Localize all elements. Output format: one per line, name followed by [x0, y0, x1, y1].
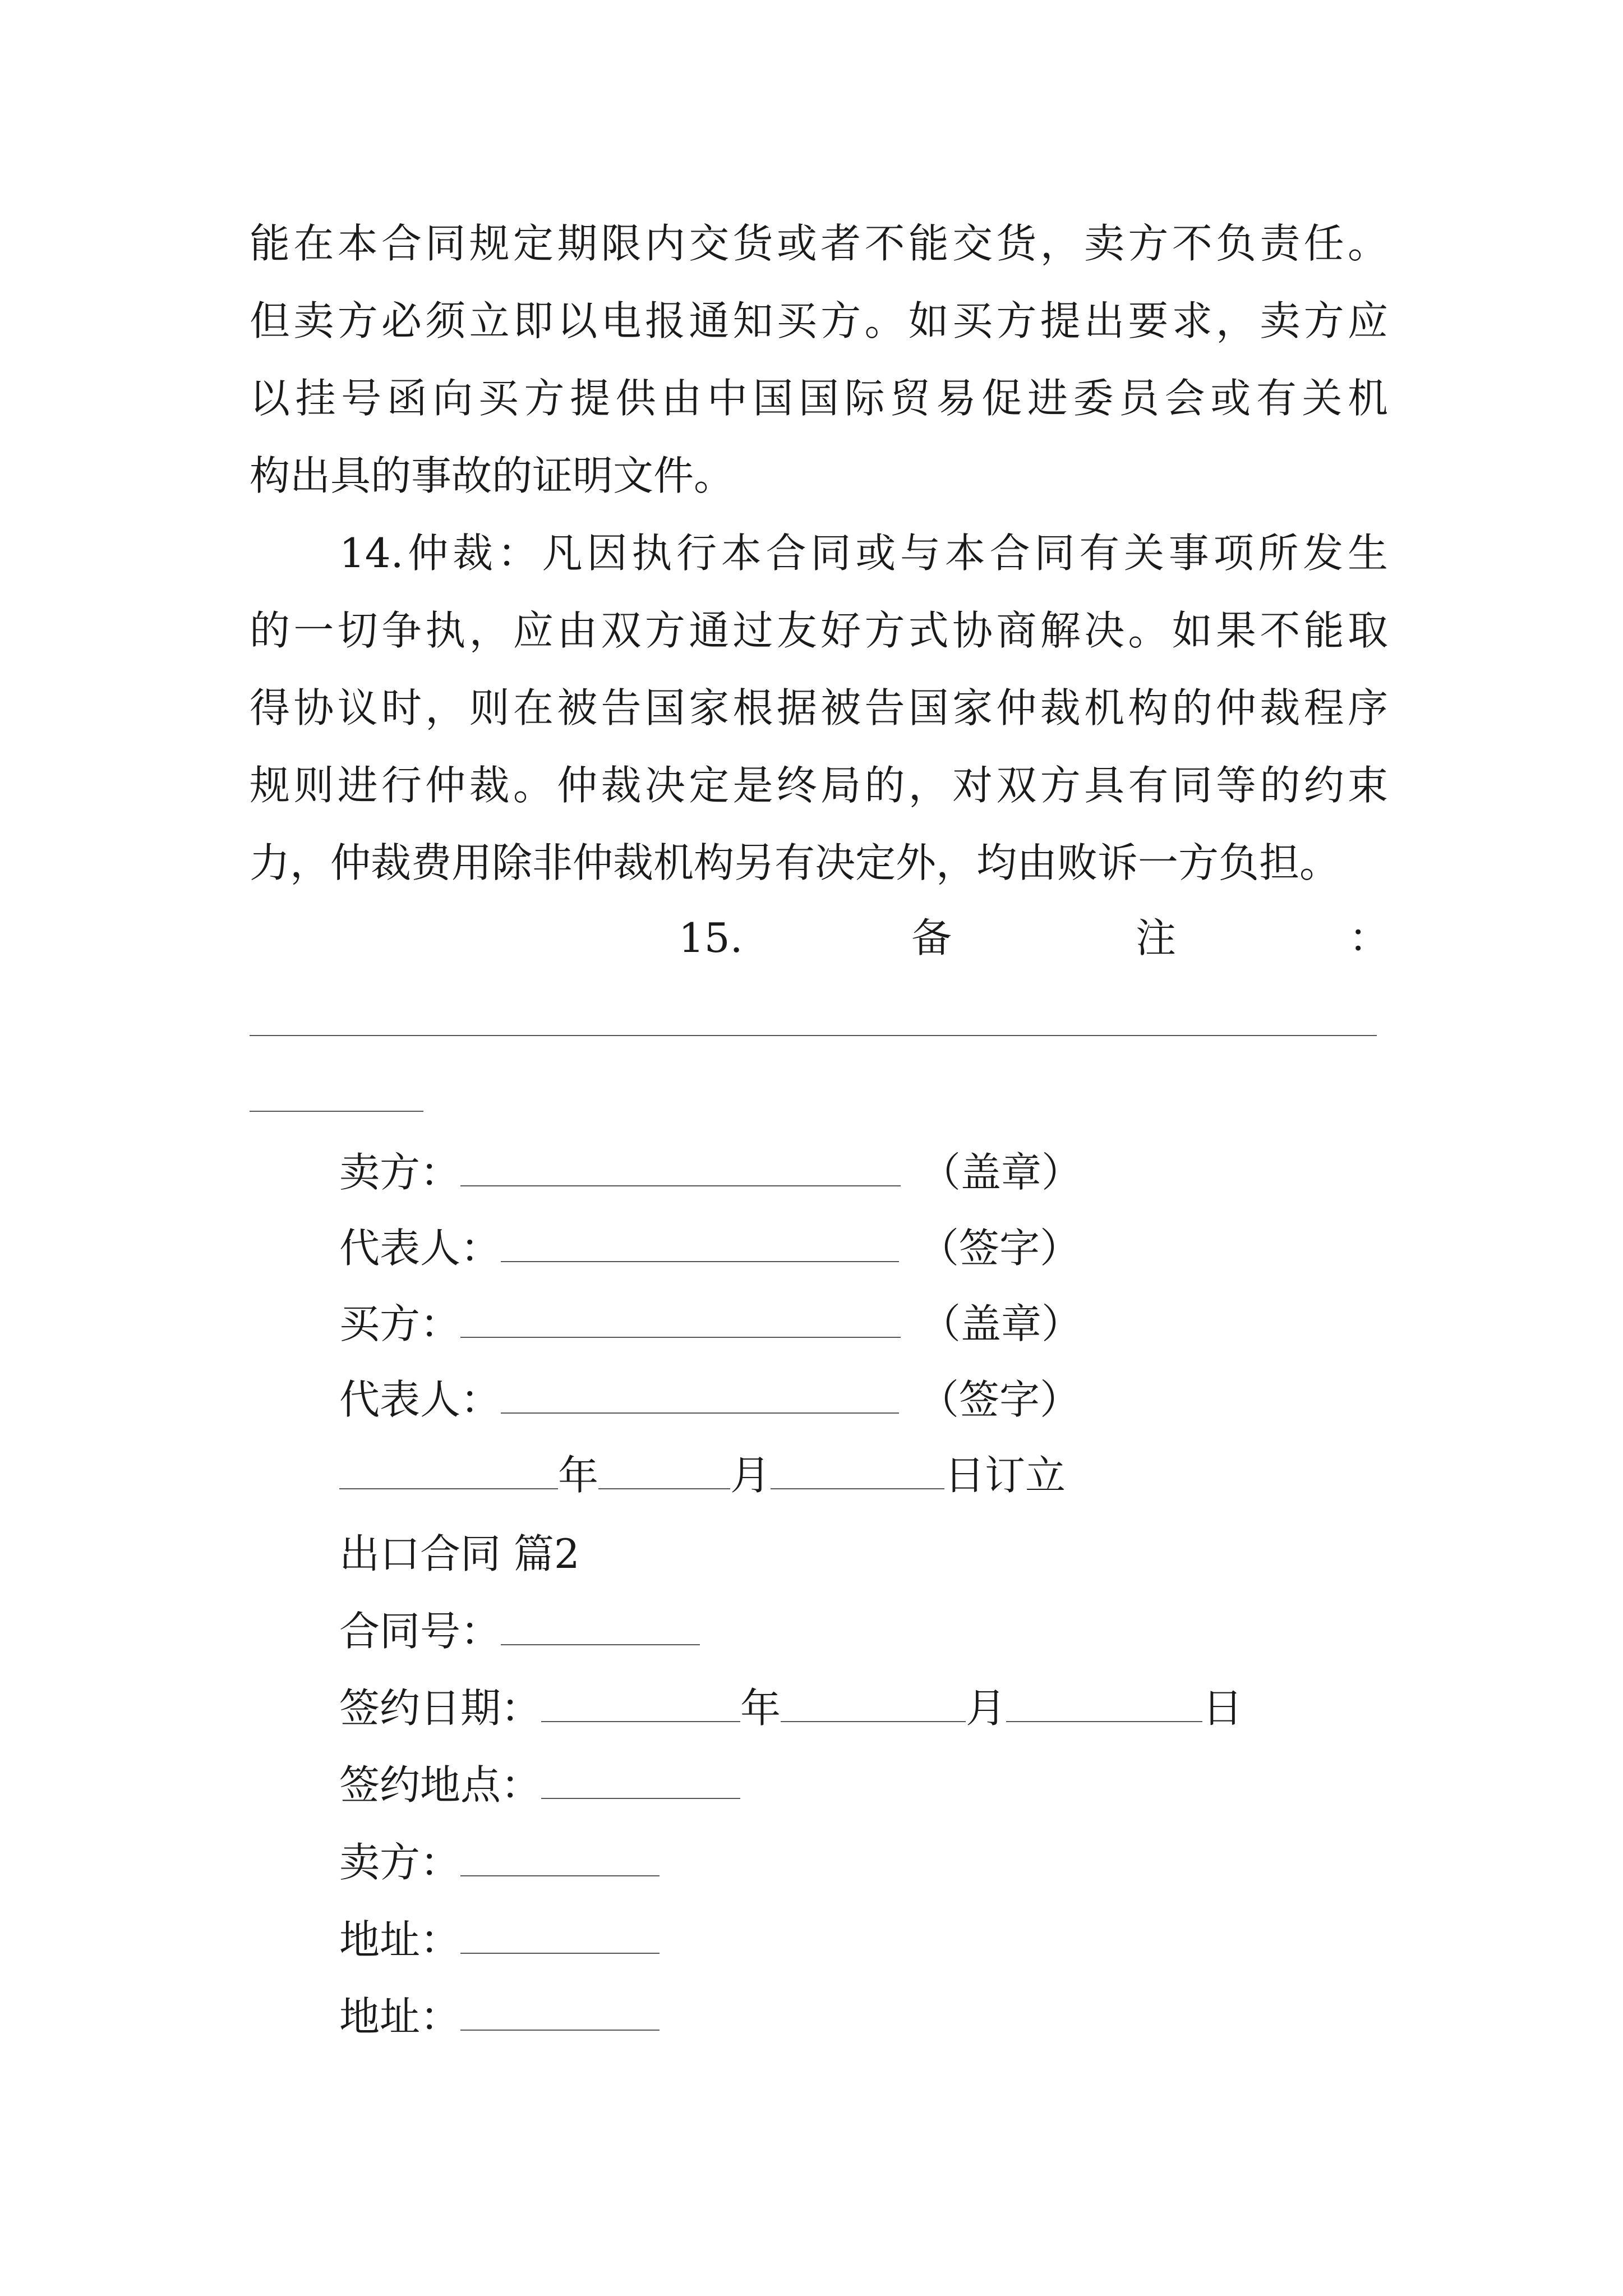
remarks-char-2: 注	[1136, 914, 1177, 961]
sign-place-blank[interactable]	[541, 1759, 740, 1799]
remarks-blank-line[interactable]	[250, 1035, 1377, 1036]
address-label: 地址：	[339, 1916, 461, 1963]
signature-blank[interactable]	[501, 1373, 899, 1414]
signature-label: 代表人：	[339, 1376, 501, 1423]
month-label: 月	[730, 1452, 771, 1499]
sign-place-label: 签约地点：	[339, 1761, 542, 1809]
month-blank[interactable]	[598, 1449, 730, 1489]
sign-place-row	[339, 1751, 740, 1819]
day-label: 日订立	[944, 1452, 1066, 1499]
paragraph-line: 但卖方必须立即以电报通知买方。如买方提出要求，卖方应	[250, 297, 1388, 344]
signature-note: （盖章）	[920, 1300, 1082, 1347]
remarks-blank-line-short[interactable]	[250, 1111, 423, 1112]
remarks-number: 15.	[679, 914, 743, 961]
paragraph-line: 的一切争执，应由双方通过友好方式协商解决。如果不能取	[250, 607, 1388, 654]
date-line	[339, 1442, 1066, 1509]
address-blank[interactable]	[460, 1913, 660, 1954]
remarks-char-1: 备	[911, 914, 952, 961]
sign-date-label: 签约日期：	[339, 1685, 542, 1732]
address-row	[339, 1906, 660, 1973]
paragraph-line: 力，仲裁费用除非仲裁机构另有决定外，均由败诉一方负担。	[250, 839, 1340, 886]
signature-row-seller-rep	[339, 1214, 1080, 1282]
signature-label: 买方：	[339, 1300, 461, 1347]
paragraph-line: 以挂号函向买方提供由中国国际贸易促进委员会或有关机	[250, 375, 1388, 422]
seller-blank[interactable]	[460, 1836, 660, 1876]
contract2-title-text: 出口合同 篇2	[339, 1530, 580, 1577]
year-blank[interactable]	[339, 1449, 558, 1489]
signature-row-buyer-rep	[339, 1366, 1080, 1433]
month-label: 月	[966, 1685, 1007, 1732]
paragraph-line: 得协议时，则在被告国家根据被告国家仲裁机构的仲裁程序	[250, 684, 1388, 731]
sign-date-row	[339, 1674, 1243, 1742]
signature-blank[interactable]	[501, 1222, 899, 1262]
contract2-title	[339, 1520, 580, 1588]
year-label: 年	[558, 1452, 599, 1499]
address-label: 地址：	[339, 1993, 461, 2040]
year-label: 年	[740, 1685, 781, 1732]
signature-row-seller	[339, 1139, 1082, 1206]
arbitration-paragraph	[250, 514, 1388, 901]
signature-blank[interactable]	[460, 1146, 901, 1186]
force-majeure-paragraph	[250, 205, 1388, 514]
signature-row-buyer	[339, 1290, 1082, 1358]
contract-number-blank[interactable]	[501, 1605, 700, 1645]
address-blank[interactable]	[460, 1990, 660, 2031]
signature-note: （签字）	[919, 1225, 1081, 1272]
year-blank[interactable]	[541, 1682, 740, 1722]
signature-label: 卖方：	[339, 1149, 461, 1196]
signature-label: 代表人：	[339, 1225, 501, 1272]
seller-label: 卖方：	[339, 1839, 461, 1886]
address-row	[339, 1983, 660, 2050]
paragraph-line: 14.仲裁：凡因执行本合同或与本合同有关事项所发生	[339, 530, 1388, 577]
seller-row	[339, 1829, 660, 1896]
paragraph-line: 构出具的事故的证明文件。	[250, 452, 735, 499]
day-blank[interactable]	[771, 1449, 944, 1489]
month-blank[interactable]	[781, 1682, 966, 1722]
signature-blank[interactable]	[460, 1297, 901, 1338]
contract-number-row	[339, 1598, 700, 1665]
paragraph-line: 规则进行仲裁。仲裁决定是终局的，对双方具有同等的约束	[250, 762, 1388, 809]
day-label: 日	[1202, 1685, 1243, 1732]
signature-note: （签字）	[919, 1376, 1081, 1423]
paragraph-line: 能在本合同规定期限内交货或者不能交货，卖方不负责任。	[250, 220, 1388, 267]
contract-number-label: 合同号：	[339, 1608, 501, 1655]
day-blank[interactable]	[1006, 1682, 1202, 1722]
signature-note: （盖章）	[920, 1149, 1082, 1196]
remarks-colon: ：	[1349, 914, 1390, 961]
